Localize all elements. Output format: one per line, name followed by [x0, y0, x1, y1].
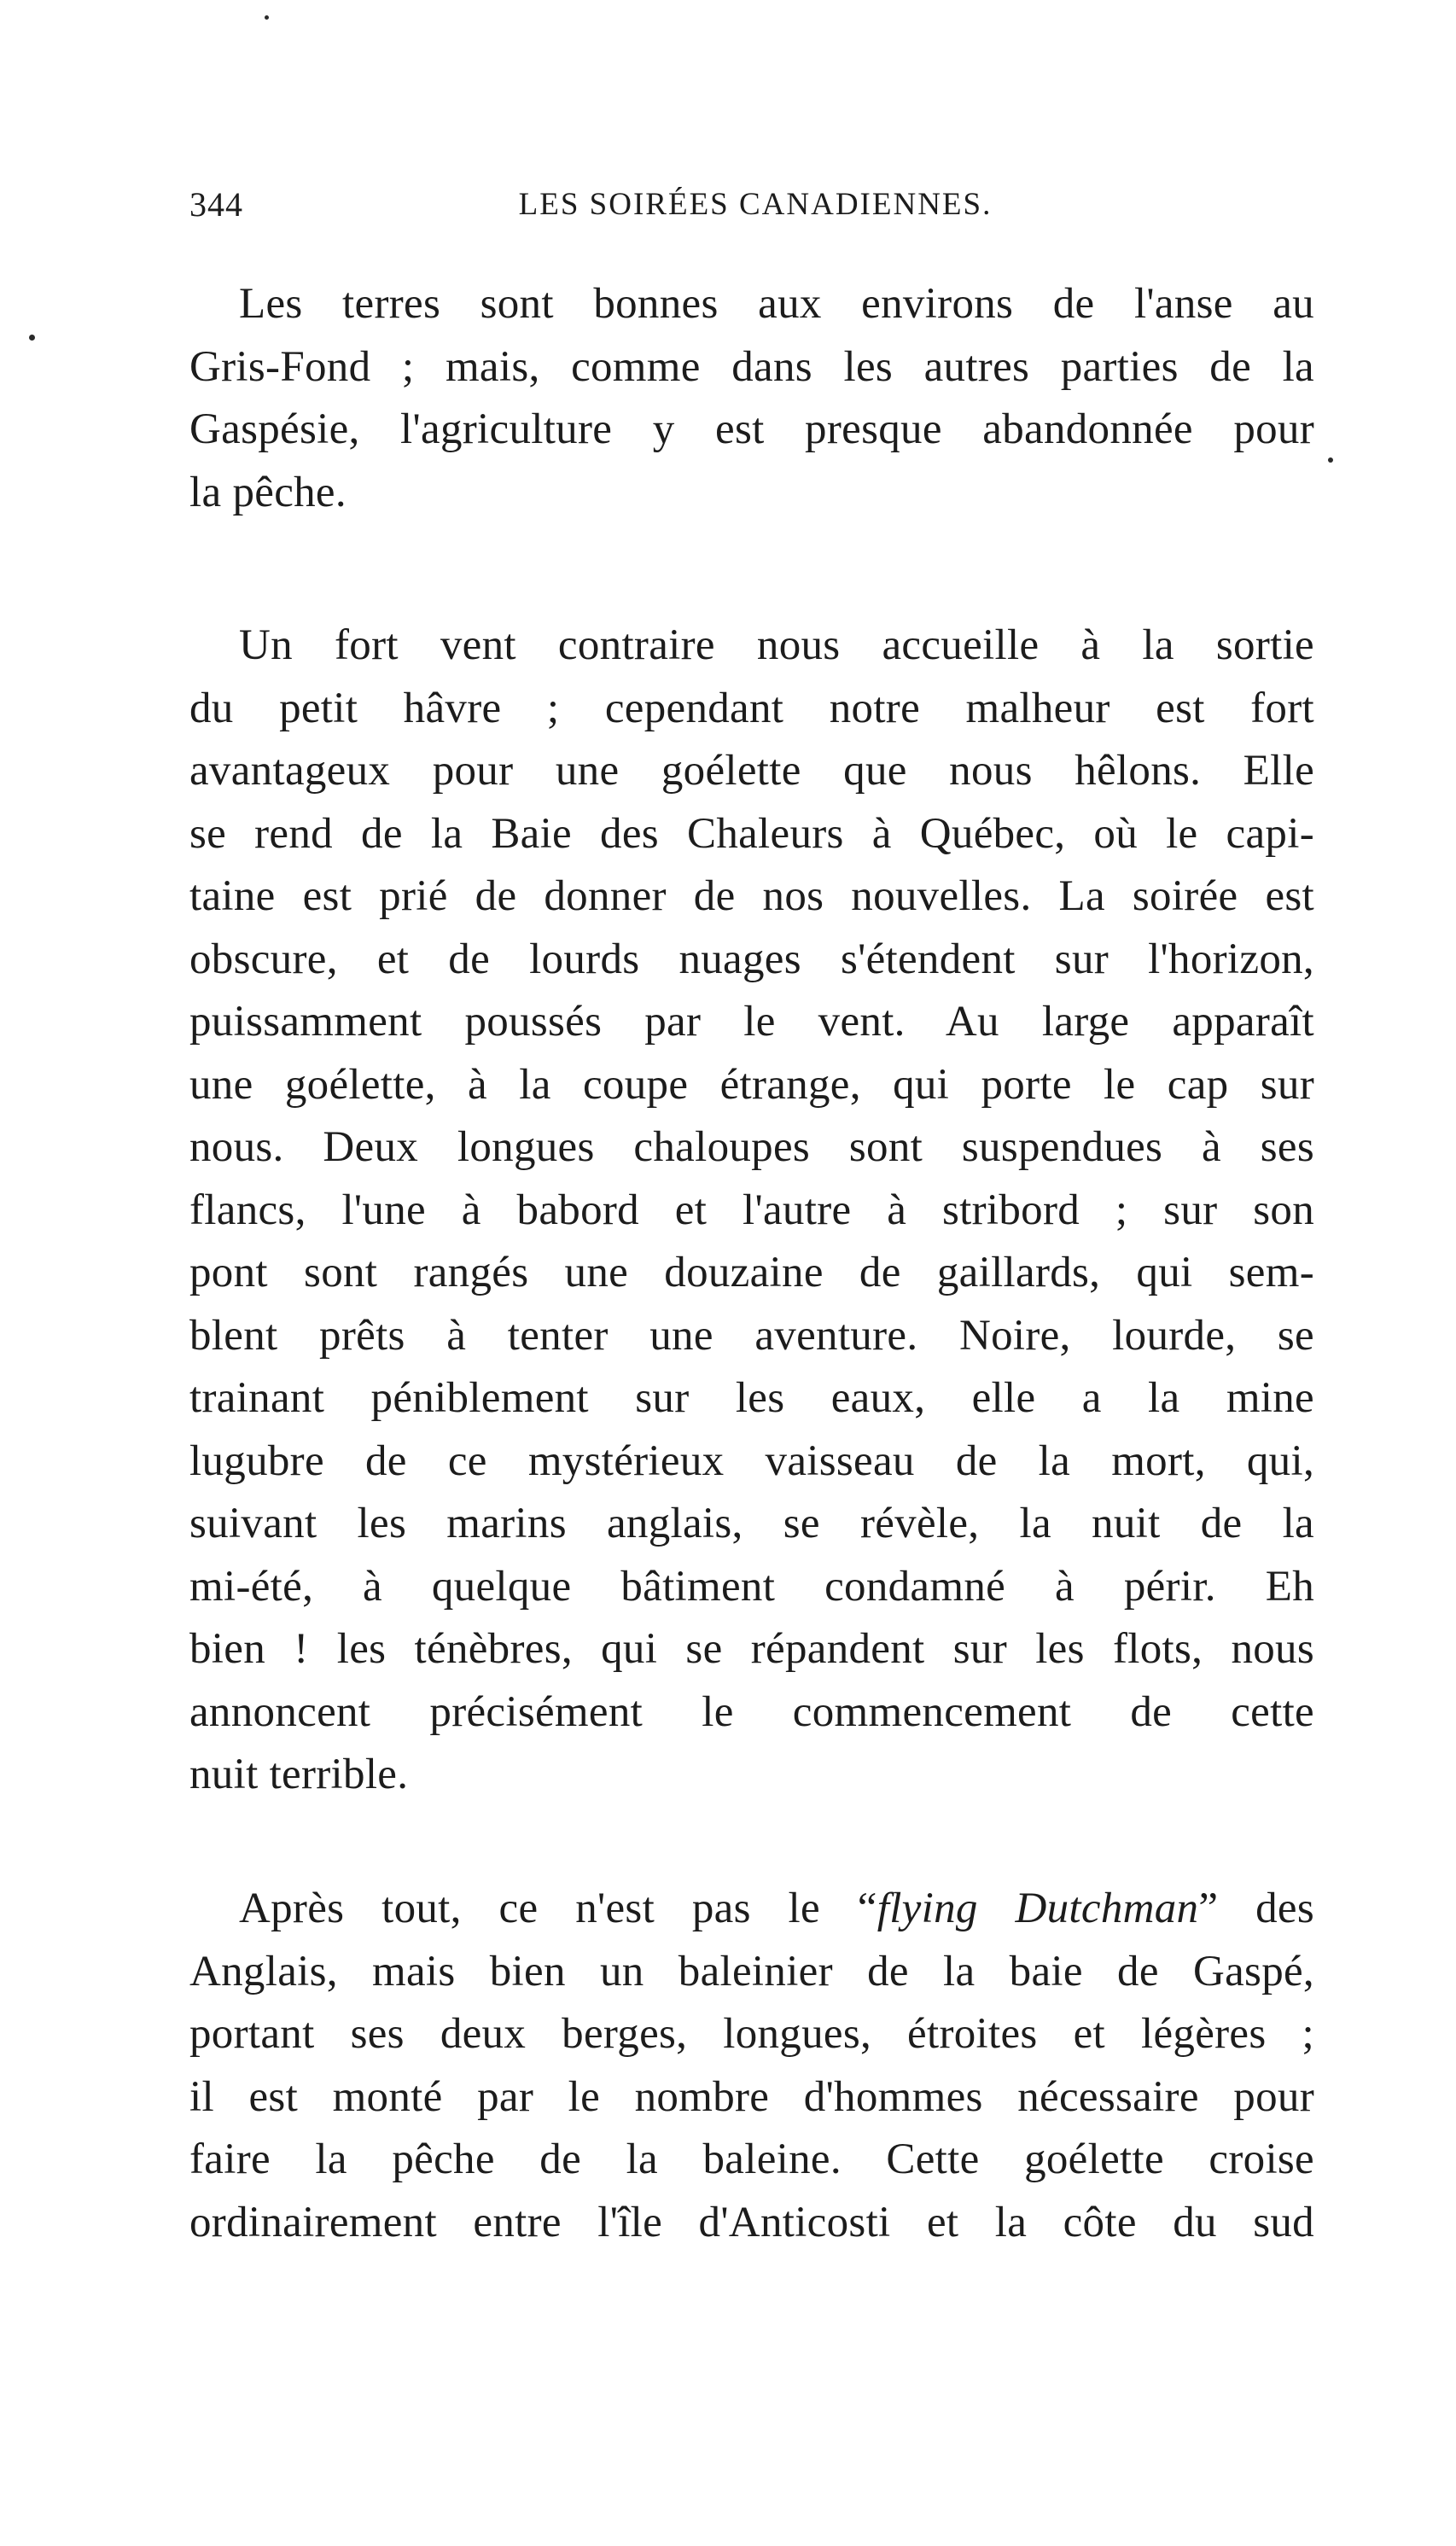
- text-line: il est monté par le nombre d'hommes nécessaire pour: [189, 2072, 1314, 2121]
- text-line: ordinairement entre l'île d'Anticosti et la côte du sud: [189, 2198, 1314, 2246]
- paragraph-2: [189, 615, 1314, 1807]
- text-line: du petit hâvre ; cependant notre malheur est fort: [189, 684, 1314, 732]
- text-line: puissamment poussés par le vent. Au large apparaît: [189, 998, 1314, 1046]
- paragraph-1: [189, 273, 1314, 524]
- text-line: suivant les marins anglais, se révèle, la nuit de la: [189, 1500, 1314, 1547]
- text-line: Les terres sont bonnes aux environs de l'anse au: [239, 280, 1314, 328]
- text-line: se rend de la Baie des Chaleurs à Québec, où le capi-: [189, 809, 1314, 858]
- text-line: Anglais, mais bien un baleinier de la baie de Gaspé,: [189, 1947, 1314, 1995]
- text-line: pont sont rangés une douzaine de gaillards, qui sem-: [189, 1249, 1314, 1296]
- text-line: Gaspésie, l'agriculture y est presque abandonnée pour: [189, 405, 1314, 453]
- text-line: annoncent précisément le commencement de cette: [189, 1687, 1314, 1736]
- text-line: Gris-Fond ; mais, comme dans les autres parties de la: [189, 342, 1314, 391]
- text-line: blent prêts à tenter une aventure. Noire, lourde, se: [189, 1311, 1314, 1360]
- text-line: flancs, l'une à babord et l'autre à stribord ; sur son: [189, 1186, 1314, 1234]
- text-line: taine est prié de donner de nos nouvelles. La soirée est: [189, 872, 1314, 920]
- italic-title: flying Dutchman: [877, 1885, 1199, 1932]
- text-line: une goélette, à la coupe étrange, qui porte le cap sur: [189, 1060, 1314, 1109]
- text-line: faire la pêche de la baleine. Cette goélette croise: [189, 2135, 1314, 2183]
- page-number: 344: [189, 185, 243, 224]
- text-run: ” des: [1198, 1885, 1314, 1932]
- text-run: Après tout, ce n'est pas le “: [239, 1885, 877, 1932]
- text-line: obscure, et de lourds nuages s'étendent sur l'horizon,: [189, 935, 1314, 983]
- text-line: trainant péniblement sur les eaux, elle a la mine: [189, 1374, 1314, 1422]
- text-line: Un fort vent contraire nous accueille à la sortie: [239, 621, 1314, 669]
- text-line: portant ses deux berges, longues, étroites et légères ;: [189, 2010, 1314, 2058]
- text-line: [189, 1878, 1314, 1941]
- running-head: LES SOIRÉES CANADIENNES.: [518, 187, 993, 222]
- ink-speck-top: [265, 15, 269, 20]
- ink-speck-right: [1328, 457, 1333, 463]
- page-header: [189, 179, 1321, 230]
- text-line: avantageux pour une goélette que nous hêlons. Elle: [189, 747, 1314, 795]
- text-line: la pêche.: [189, 468, 347, 516]
- ink-speck-left: [29, 335, 35, 341]
- text-line: lugubre de ce mystérieux vaisseau de la mort, qui,: [189, 1436, 1314, 1485]
- text-line: nous. Deux longues chaloupes sont suspendues à ses: [189, 1123, 1314, 1171]
- paragraph-3: [189, 1878, 1314, 2254]
- text-line: mi-été, à quelque bâtiment condamné à périr. Eh: [189, 1562, 1314, 1611]
- text-line: bien ! les ténèbres, qui se répandent sur les flots, nous: [189, 1625, 1314, 1673]
- text-line: nuit terrible.: [189, 1751, 409, 1798]
